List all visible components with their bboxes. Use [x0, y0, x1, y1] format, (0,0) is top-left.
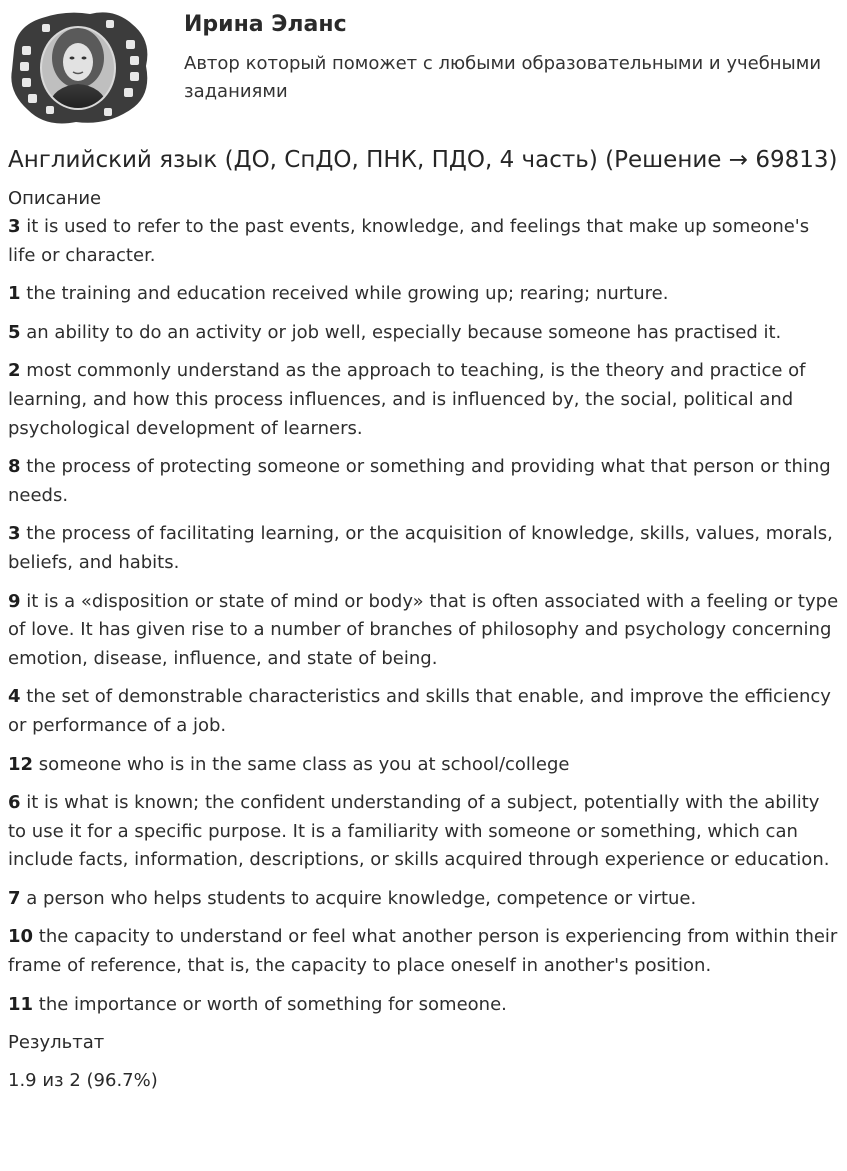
- list-item: [8, 885, 842, 914]
- item-text: it is what is known; the confident understanding of a subject, potentially with the ability to use it for a specific purpose. It is a familiarity with someone or something, which can include facts, information, descriptions, or skills acquired through experience or education.: [8, 792, 830, 871]
- items-list: [8, 213, 842, 1019]
- item-number: 4: [8, 686, 21, 708]
- item-number: 1: [8, 283, 21, 305]
- list-item: [8, 213, 842, 270]
- list-item: [8, 683, 842, 740]
- list-item: [8, 319, 842, 348]
- item-text: it is used to refer to the past events, knowledge, and feelings that make up someone's life or character.: [8, 216, 810, 266]
- item-number: 9: [8, 590, 21, 612]
- item-number: 12: [8, 753, 34, 775]
- result-label: Результат: [8, 1032, 105, 1054]
- item-text: the capacity to understand or feel what another person is experiencing from within their frame of reference, that is, the capacity to place oneself in another's position.: [8, 926, 838, 977]
- page-title: Английский язык (ДО, СпДО, ПНК, ПДО, 4 часть) (Решение → 69813): [8, 147, 838, 173]
- item-number: 8: [8, 456, 21, 478]
- item-number: 11: [8, 993, 34, 1015]
- list-item: [8, 751, 842, 780]
- list-item: [8, 280, 842, 309]
- main-content: [8, 146, 842, 1095]
- item-text: the importance or worth of something for someone.: [38, 993, 507, 1015]
- item-text: the process of facilitating learning, or the acquisition of knowledge, skills, values, morals, beliefs, and habits.: [8, 523, 833, 573]
- item-number: 3: [8, 216, 21, 237]
- list-item: [8, 923, 842, 980]
- list-item: [8, 991, 842, 1020]
- film-reel-frame-icon: [6, 6, 152, 128]
- list-item: [8, 789, 842, 875]
- item-text: the process of protecting someone or something and providing what that person or thing needs.: [8, 456, 831, 506]
- item-text: the training and education received while growing up; rearing; nurture.: [26, 283, 669, 305]
- item-number: 3: [8, 523, 21, 545]
- author-description: Автор который поможет с любыми образовательными и учебными заданиями: [184, 53, 822, 102]
- author-name: Ирина Эланс: [184, 12, 347, 37]
- author-header: [0, 0, 847, 140]
- list-item: [8, 520, 842, 577]
- item-text: a person who helps students to acquire knowledge, competence or virtue.: [26, 887, 697, 909]
- item-number: 7: [8, 887, 21, 909]
- item-text: someone who is in the same class as you at school/college: [38, 753, 570, 775]
- result-score: 1.9 из 2 (96.7%): [8, 1070, 158, 1092]
- item-text: an ability to do an activity or job well, especially because someone has practised it.: [26, 321, 782, 343]
- item-number: 5: [8, 321, 21, 343]
- item-number: 6: [8, 792, 21, 814]
- item-number: 2: [8, 360, 21, 382]
- list-item: [8, 588, 842, 674]
- description-label: Описание: [8, 188, 102, 209]
- item-text: most commonly understand as the approach to teaching, is the theory and practice of learning, and how this process influences, and is influenced by, the social, political and psychological development of learners.: [8, 360, 806, 439]
- author-avatar: [6, 6, 152, 128]
- list-item: [8, 453, 842, 510]
- item-text: the set of demonstrable characteristics and skills that enable, and improve the efficiency or performance of a job.: [8, 686, 831, 736]
- list-item: [8, 357, 842, 443]
- item-number: 10: [8, 926, 34, 948]
- item-text: it is a «disposition or state of mind or body» that is often associated with a feeling or type of love. It has given rise to a number of branches of philosophy and psychology concerning emotion, disease, influence, and state of being.: [8, 590, 839, 669]
